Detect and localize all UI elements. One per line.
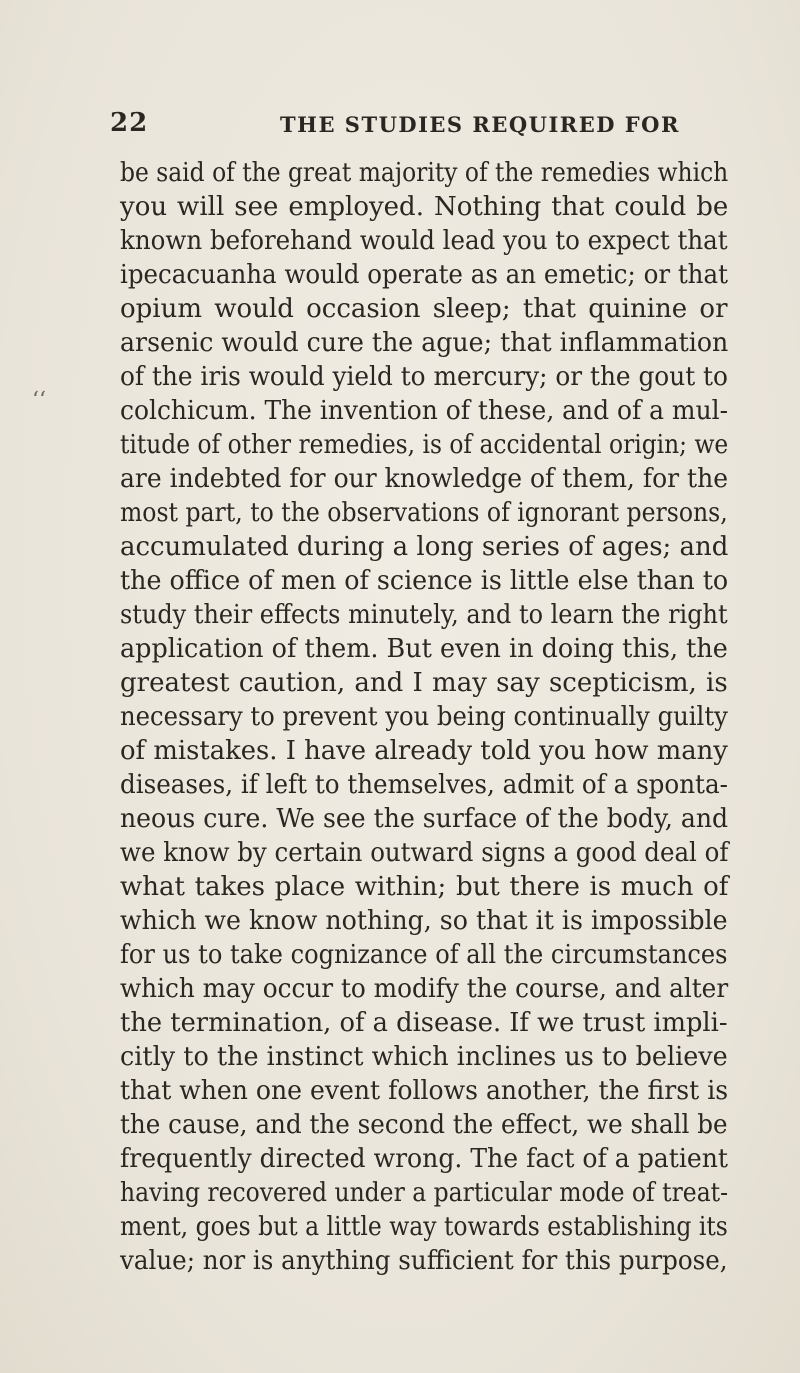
text-line: value; nor is anything sufficient for this purpose, (120, 1246, 728, 1276)
page-header (110, 108, 710, 140)
text-line: what takes place within; but there is much of (120, 872, 729, 902)
body-text (120, 156, 728, 1278)
text-line: ipecacuanha would operate as an emetic; or that (120, 260, 728, 290)
text-line: be said of the great majority of the remedies which (120, 158, 729, 188)
text-line: ment, goes but a little way towards establishing its (120, 1212, 728, 1242)
page-number: 22 (110, 108, 149, 138)
text-line: which we know nothing, so that it is impossible (120, 906, 728, 936)
text-line: citly to the instinct which inclines us to believe (120, 1042, 728, 1072)
text-line: we know by certain outward signs a good deal of (120, 838, 729, 868)
text-line: the cause, and the second the effect, we shall be (120, 1110, 728, 1140)
text-line: colchicum. The invention of these, and of a mul- (120, 396, 729, 426)
margin-mark: ‘‘ (32, 388, 46, 413)
text-line: accumulated during a long series of ages; and (120, 532, 729, 562)
text-line: necessary to prevent you being continually guilty (120, 702, 728, 732)
text-line: known beforehand would lead you to expect that (120, 226, 728, 256)
text-line: greatest caution, and I may say scepticism, is (120, 668, 728, 698)
text-line: of the iris would yield to mercury; or the gout to (120, 362, 728, 392)
text-line: having recovered under a particular mode of treat- (120, 1178, 729, 1208)
text-line: most part, to the observations of ignorant persons, (120, 498, 728, 528)
text-line: application of them. But even in doing this, the (120, 634, 728, 664)
text-line: of mistakes. I have already told you how many (120, 736, 728, 766)
text-line: neous cure. We see the surface of the body, and (120, 804, 729, 834)
text-line: are indebted for our knowledge of them, for the (120, 464, 729, 494)
text-line: for us to take cognizance of all the circumstances (120, 940, 728, 970)
text-line: opium would occasion sleep; that quinine or (120, 294, 728, 324)
text-line: you will see employed. Nothing that could be (120, 192, 729, 222)
text-line: diseases, if left to themselves, admit of a sponta- (120, 770, 728, 800)
running-head: THE STUDIES REQUIRED FOR (280, 112, 680, 137)
text-line: the termination, of a disease. If we trust impli- (120, 1008, 728, 1038)
text-line: study their effects minutely, and to learn the right (120, 600, 728, 630)
text-line: titude of other remedies, is of accidental origin; we (120, 430, 729, 460)
text-line: that when one event follows another, the first is (120, 1076, 729, 1106)
text-line: the office of men of science is little else than to (120, 566, 729, 596)
text-line: which may occur to modify the course, and alter (120, 974, 729, 1004)
text-line: frequently directed wrong. The fact of a patient (120, 1144, 728, 1174)
text-line: arsenic would cure the ague; that inflammation (120, 328, 729, 358)
